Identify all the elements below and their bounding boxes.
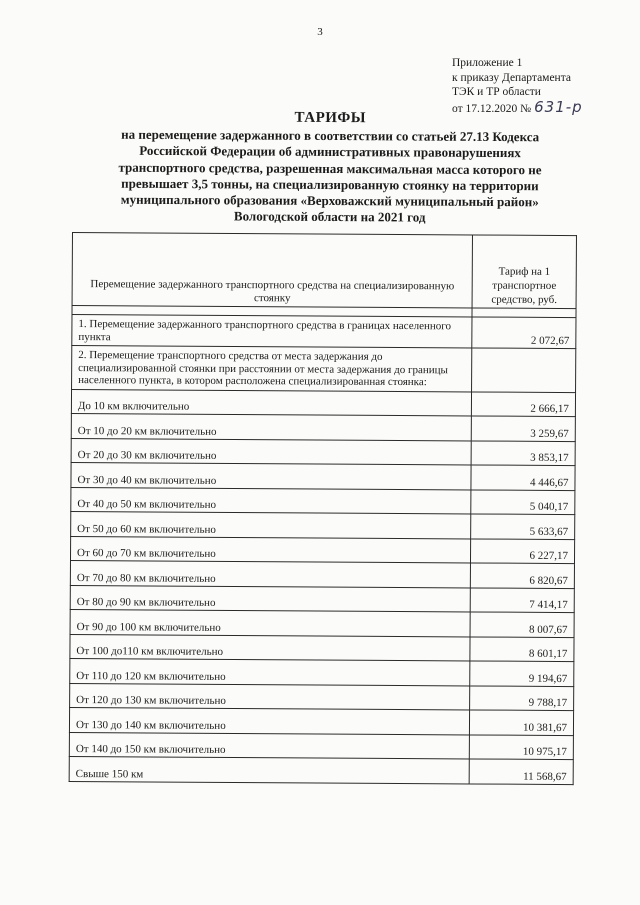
row-distance-label: От 10 до 20 км включительно (71, 413, 471, 440)
row-tariff-value: 6 227,17 (471, 538, 575, 563)
row-tariff-value: 6 820,67 (471, 563, 575, 588)
row-distance-label: От 130 до 140 км включительно (69, 707, 469, 734)
row-tariff-value: 7 414,17 (470, 587, 574, 612)
row-distance-label: От 60 до 70 км включительно (70, 536, 470, 563)
table-row (71, 413, 575, 441)
row-distance-label: От 50 до 60 км включительно (71, 511, 471, 538)
title-line: превышает 3,5 тонны, на специализированную стоянку на территории (121, 175, 539, 194)
title-line: Вологодской области на 2021 год (233, 208, 426, 225)
title-line: муниципального образования «Верховажский муниципальный район» (120, 191, 539, 210)
title-line: на перемещение задержанного в соответствии со статьей 27.13 Кодекса (121, 126, 540, 145)
row-tariff-value: 8 601,17 (470, 636, 574, 661)
appendix-line: ТЭК и ТР области (452, 86, 541, 98)
row-tariff-value: 2 666,17 (472, 391, 576, 416)
table-row (70, 585, 574, 613)
table-row (69, 707, 573, 735)
table-row (70, 634, 574, 662)
row-value (472, 348, 576, 392)
row-distance-label: От 90 до 100 км включительно (70, 609, 470, 636)
row-tariff-value: 10 381,67 (470, 710, 574, 735)
row-tariff-value: 9 194,67 (470, 661, 574, 686)
row-distance-label: От 110 до 120 км включительно (70, 658, 470, 685)
order-date: от 17.12.2020 № (452, 102, 532, 115)
table-header-row (72, 233, 576, 309)
row-tariff-value: 5 040,17 (471, 489, 575, 514)
document-title (70, 108, 591, 227)
table-row (70, 609, 574, 637)
title-main: ТАРИФЫ (294, 109, 367, 127)
row-distance-label: От 140 до 150 км включительно (69, 732, 469, 759)
row-tariff-value: 9 788,17 (470, 685, 574, 710)
table-row (71, 487, 575, 515)
row-distance-label: До 10 км включительно (71, 389, 471, 416)
page-number: 3 (317, 26, 323, 38)
title-line: Российской Федерации об административных правонарушениях (139, 143, 521, 161)
row-distance-label: От 40 до 50 км включительно (71, 487, 471, 514)
row-distance-label: Свыше 150 км (69, 756, 469, 783)
table-row (71, 511, 575, 539)
row-tariff-value: 8 007,67 (470, 612, 574, 637)
table-row (70, 536, 574, 564)
tariff-table (69, 232, 577, 785)
table-row (70, 683, 574, 711)
row-distance-label: От 20 до 30 км включительно (71, 438, 471, 465)
row-value: 2 072,67 (472, 317, 576, 349)
table-row (72, 346, 576, 393)
row-description: 1. Перемещение задержанного транспортного средства в границах населенного пункта (72, 315, 472, 348)
row-distance-label: От 30 до 40 км включительно (71, 462, 471, 489)
row-distance-label: От 100 до110 км включительно (70, 634, 470, 661)
row-tariff-value: 4 446,67 (471, 465, 575, 490)
appendix-line: к приказу Департамента (452, 71, 571, 84)
table-row (70, 658, 574, 686)
appendix-note (452, 56, 632, 116)
handwritten-order-number: 631-р (534, 97, 583, 116)
table-row (72, 315, 576, 349)
table-row (70, 560, 574, 588)
header-description: Перемещение задержанного транспортного средства на специализированную стоянку (72, 233, 473, 308)
title-line: транспортного средства, разрешенная максимальная масса которого не (118, 159, 542, 177)
row-description: 2. Перемещение транспортного средства от места задержания до специализированной стоянки при расстоянии от места задержания до границы населенного пункта, в котором расположена специализированная стоянка: (72, 346, 473, 392)
row-tariff-value: 3 259,67 (472, 416, 576, 441)
row-tariff-value: 5 633,67 (471, 514, 575, 539)
header-tariff: Тариф на 1 транспортное средство, руб. (472, 235, 576, 309)
table-row (71, 389, 575, 417)
table-row (71, 438, 575, 466)
table-row (71, 462, 575, 490)
table-row (69, 732, 573, 760)
row-distance-label: От 80 до 90 км включительно (70, 585, 470, 612)
row-tariff-value: 10 975,17 (470, 734, 574, 759)
row-distance-label: От 70 до 80 км включительно (70, 560, 470, 587)
appendix-line: Приложение 1 (452, 57, 523, 69)
row-distance-label: От 120 до 130 км включительно (70, 683, 470, 710)
table-row (69, 756, 573, 784)
row-tariff-value: 11 568,67 (469, 759, 573, 784)
row-tariff-value: 3 853,17 (471, 440, 575, 465)
